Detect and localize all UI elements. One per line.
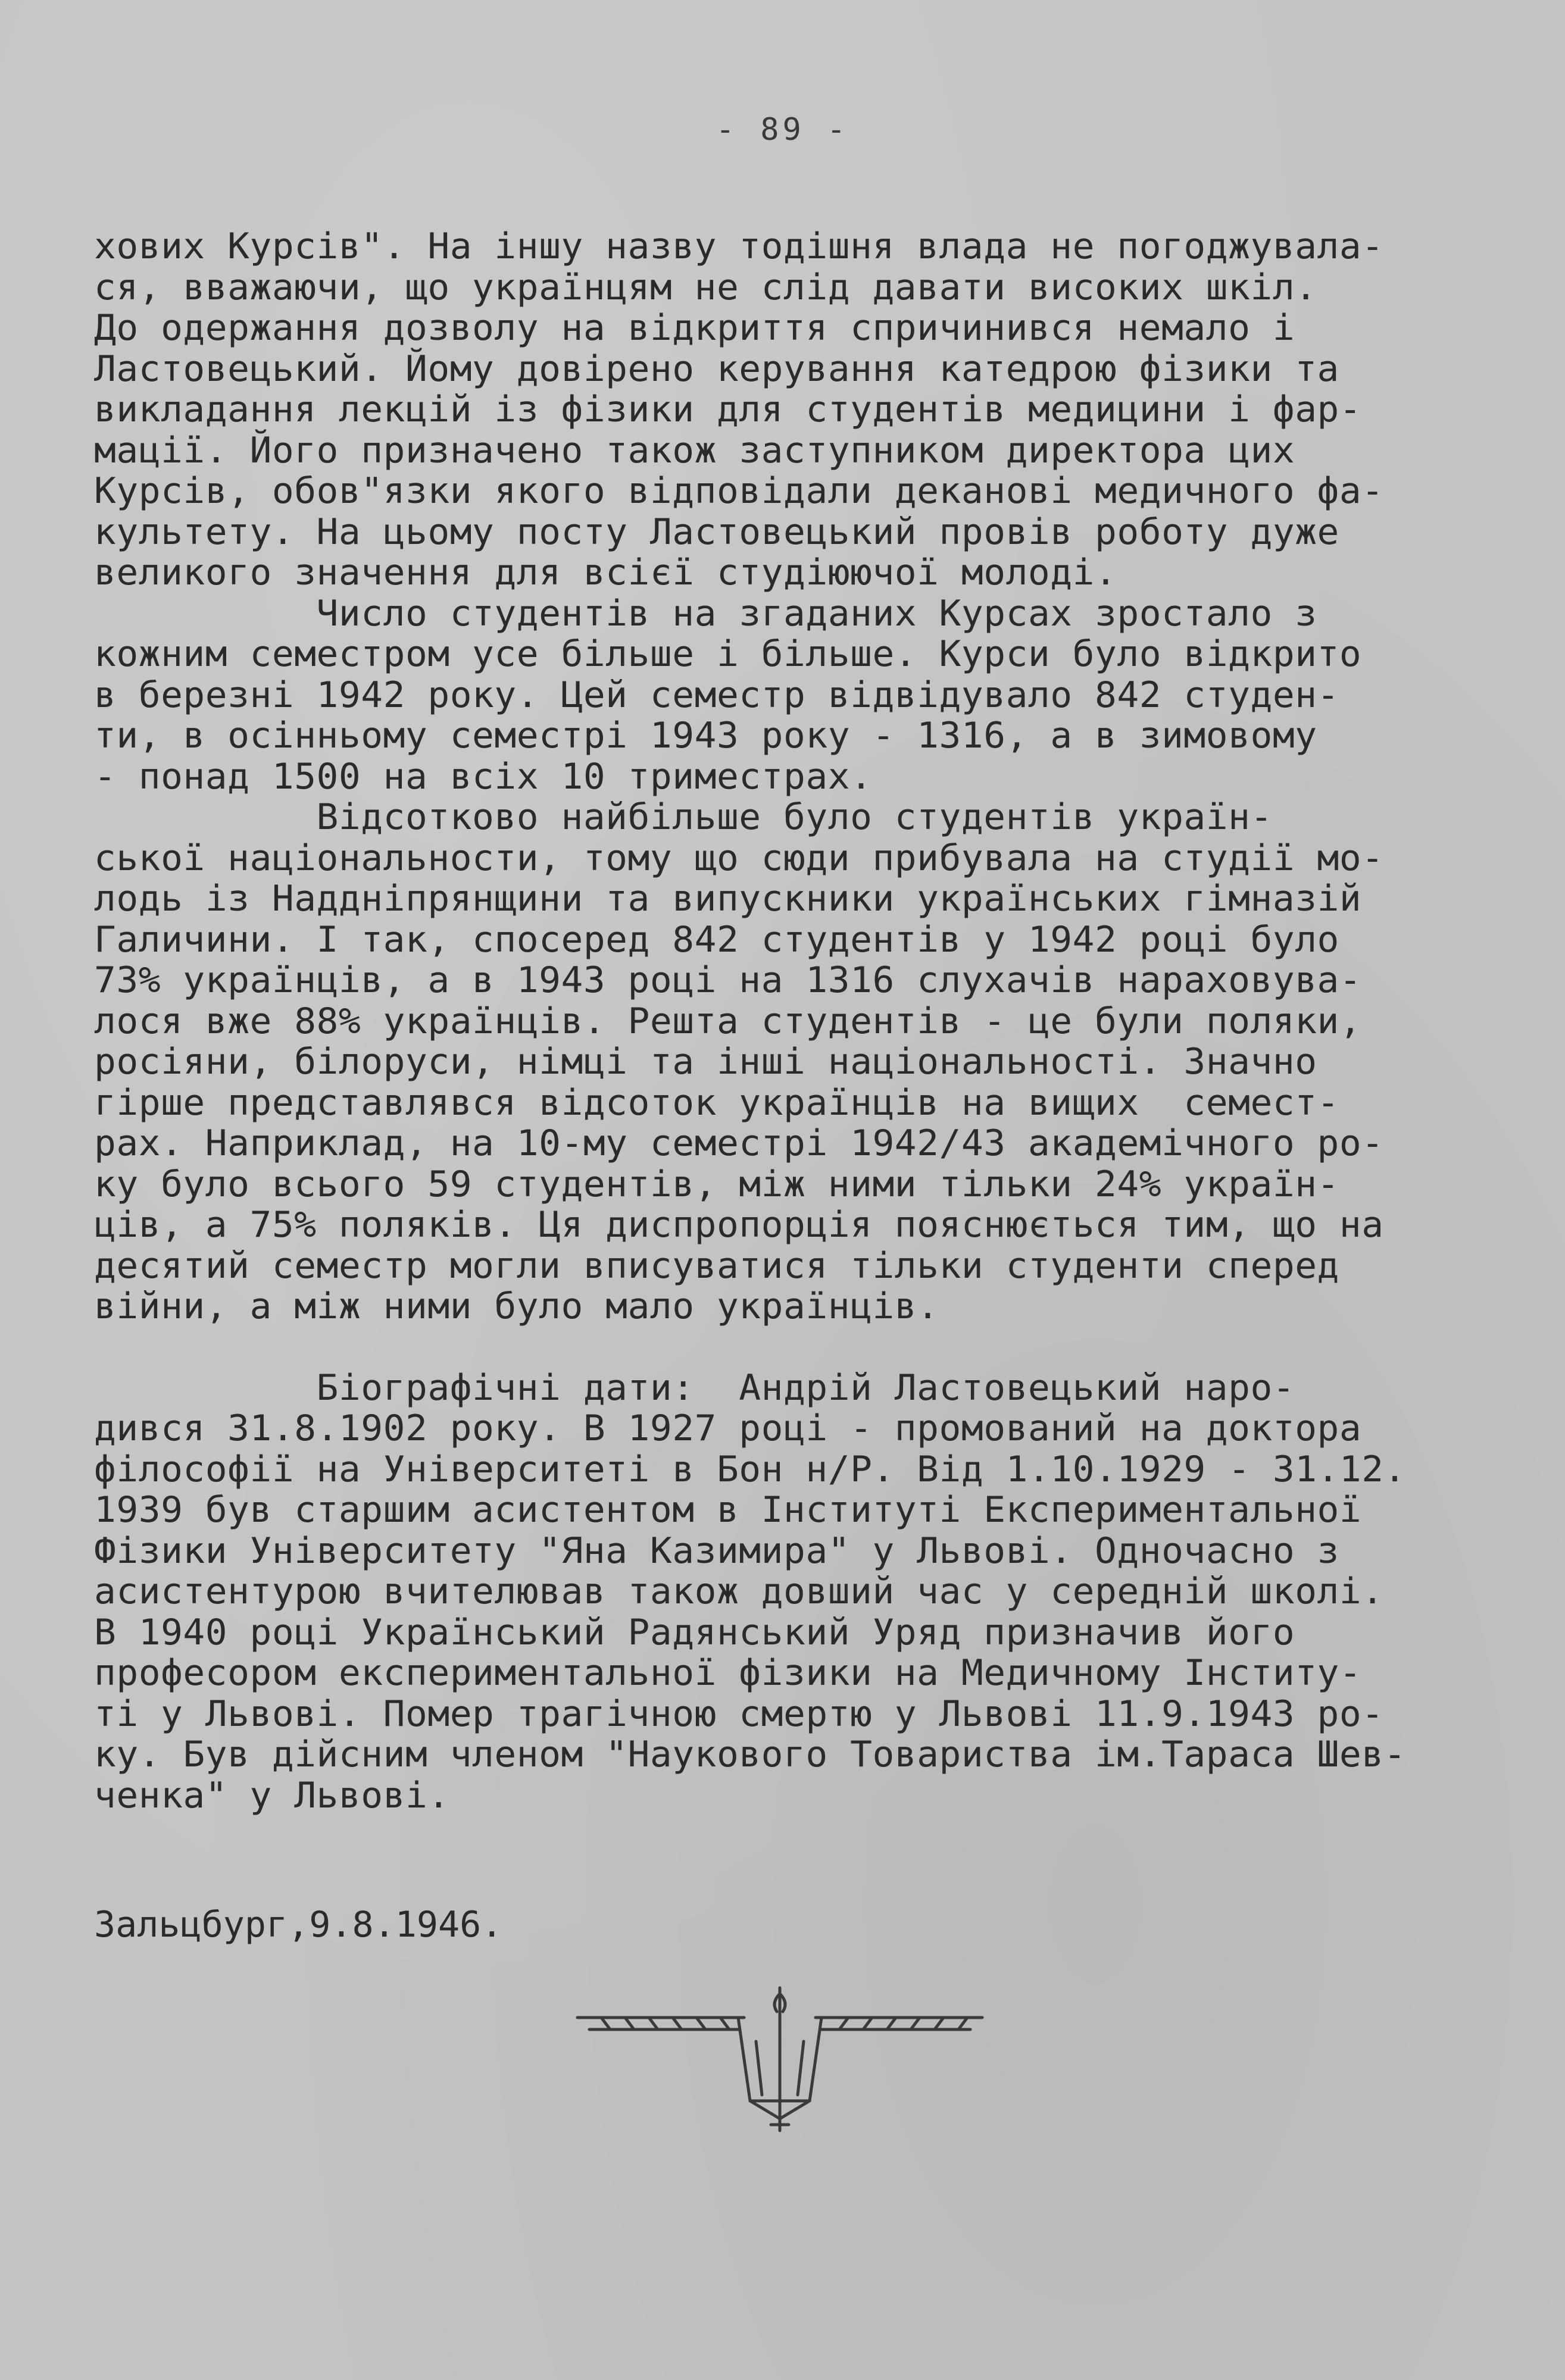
text-line: Ластовецький. Йому довірено керування катедрою фізики та [94,348,1339,390]
text-line: в березні 1942 року. Цей семестр відвідувало 842 студен- [94,674,1339,716]
text-line: асистентурою вчителював також довший час у середній школі. [94,1571,1384,1612]
text-line: гірше представлявся відсоток українців на вищих семест- [94,1081,1339,1124]
text-line: мації. Його призначено також заступником директора цих [94,429,1295,471]
paragraph-1 [94,226,1511,593]
text-line: Число студентів на згаданих Курсах зростало з [94,592,1317,634]
paragraph-4 [94,1368,1511,1816]
text-line: війни, а між ними було мало українців. [94,1286,939,1327]
text-line: Фізики Університету "Яна Казимира" у Львові. Одночасно з [94,1530,1339,1572]
text-line: ті у Львові. Помер трагічною смертю у Львові 11.9.1943 ро- [94,1693,1384,1735]
text-line: - понад 1500 на всіх 10 триместрах. [94,755,873,797]
text-line: ців, а 75% поляків. Ця диспропорція пояснюється тим, що на [94,1204,1384,1246]
text-line: росіяни, білоруси, німці та інші національності. Значно [94,1041,1317,1083]
text-line: великого значення для всієї студіюючої молоді. [94,552,1117,593]
text-line: ської національности, тому що сюди прибувала на студії мо- [94,837,1384,879]
paragraph-spacer [94,1327,1511,1368]
page-number: - 89 - [716,112,849,148]
text-line: лося вже 88% українців. Решта студентів - це були поляки, [94,1000,1362,1042]
place-date: Зальцбург,9.8.1946. [94,1904,503,1946]
text-line: лодь із Наддніпрянщини та випускники українських гімназій [94,878,1362,920]
text-line: рах. Наприклад, на 10-му семестрі 1942/43 академічного ро- [94,1122,1384,1164]
paragraph-3 [94,797,1511,1327]
text-line: ку. Був дійсним членом "Наукового Товариства ім.Тараса Шев- [94,1734,1406,1775]
text-line: професором експериментальної фізики на Медичному Інститу- [94,1652,1362,1694]
text-line: культету. На цьому посту Ластовецький провів роботу дуже [94,511,1339,553]
text-line: До одержання дозволу на відкриття спричинився немало і [94,307,1295,349]
text-line: Відсотково найбільше було студентів україн- [94,796,1273,838]
text-line: викладання лекцій із фізики для студентів медицини і фар- [94,389,1362,430]
trident-ornament-icon [566,1982,994,2143]
text-body [94,226,1511,1816]
text-line: ти, в осінньому семестрі 1943 року - 1316, а в зимовому [94,715,1317,756]
text-line: десятий семестр могли вписуватися тільки студенти сперед [94,1244,1339,1287]
text-line: філософії на Університеті в Бон н/Р. Від 1.10.1929 - 31.12. [94,1448,1406,1490]
text-line: Курсів, обов"язки якого відповідали деканові медичного фа- [94,470,1384,512]
text-line: кожним семестром усе більше і більше. Курси було відкрито [94,633,1362,675]
text-line: дився 31.8.1902 року. В 1927 році - промований на доктора [94,1408,1362,1449]
text-line: Галичини. І так, спосеред 842 студентів у 1942 році було [94,918,1339,961]
text-line: 1939 був старшим асистентом в Інституті Експериментальної [94,1489,1362,1531]
text-line: 73% українців, а в 1943 році на 1316 слухачів нараховува- [94,959,1362,1001]
text-line: ченка" у Львові. [94,1774,450,1816]
text-line: ку було всього 59 студентів, між ними тільки 24% україн- [94,1163,1339,1205]
text-line: хових Курсів". На іншу назву тодішня влада не погоджувала- [94,226,1384,267]
paragraph-2 [94,593,1511,797]
text-line: В 1940 році Український Радянський Уряд призначив його [94,1611,1295,1653]
text-line: ся, вважаючи, що українцям не слід давати високих шкіл. [94,266,1317,308]
text-line: Біографічні дати: Андрій Ластовецький наро- [94,1366,1295,1409]
